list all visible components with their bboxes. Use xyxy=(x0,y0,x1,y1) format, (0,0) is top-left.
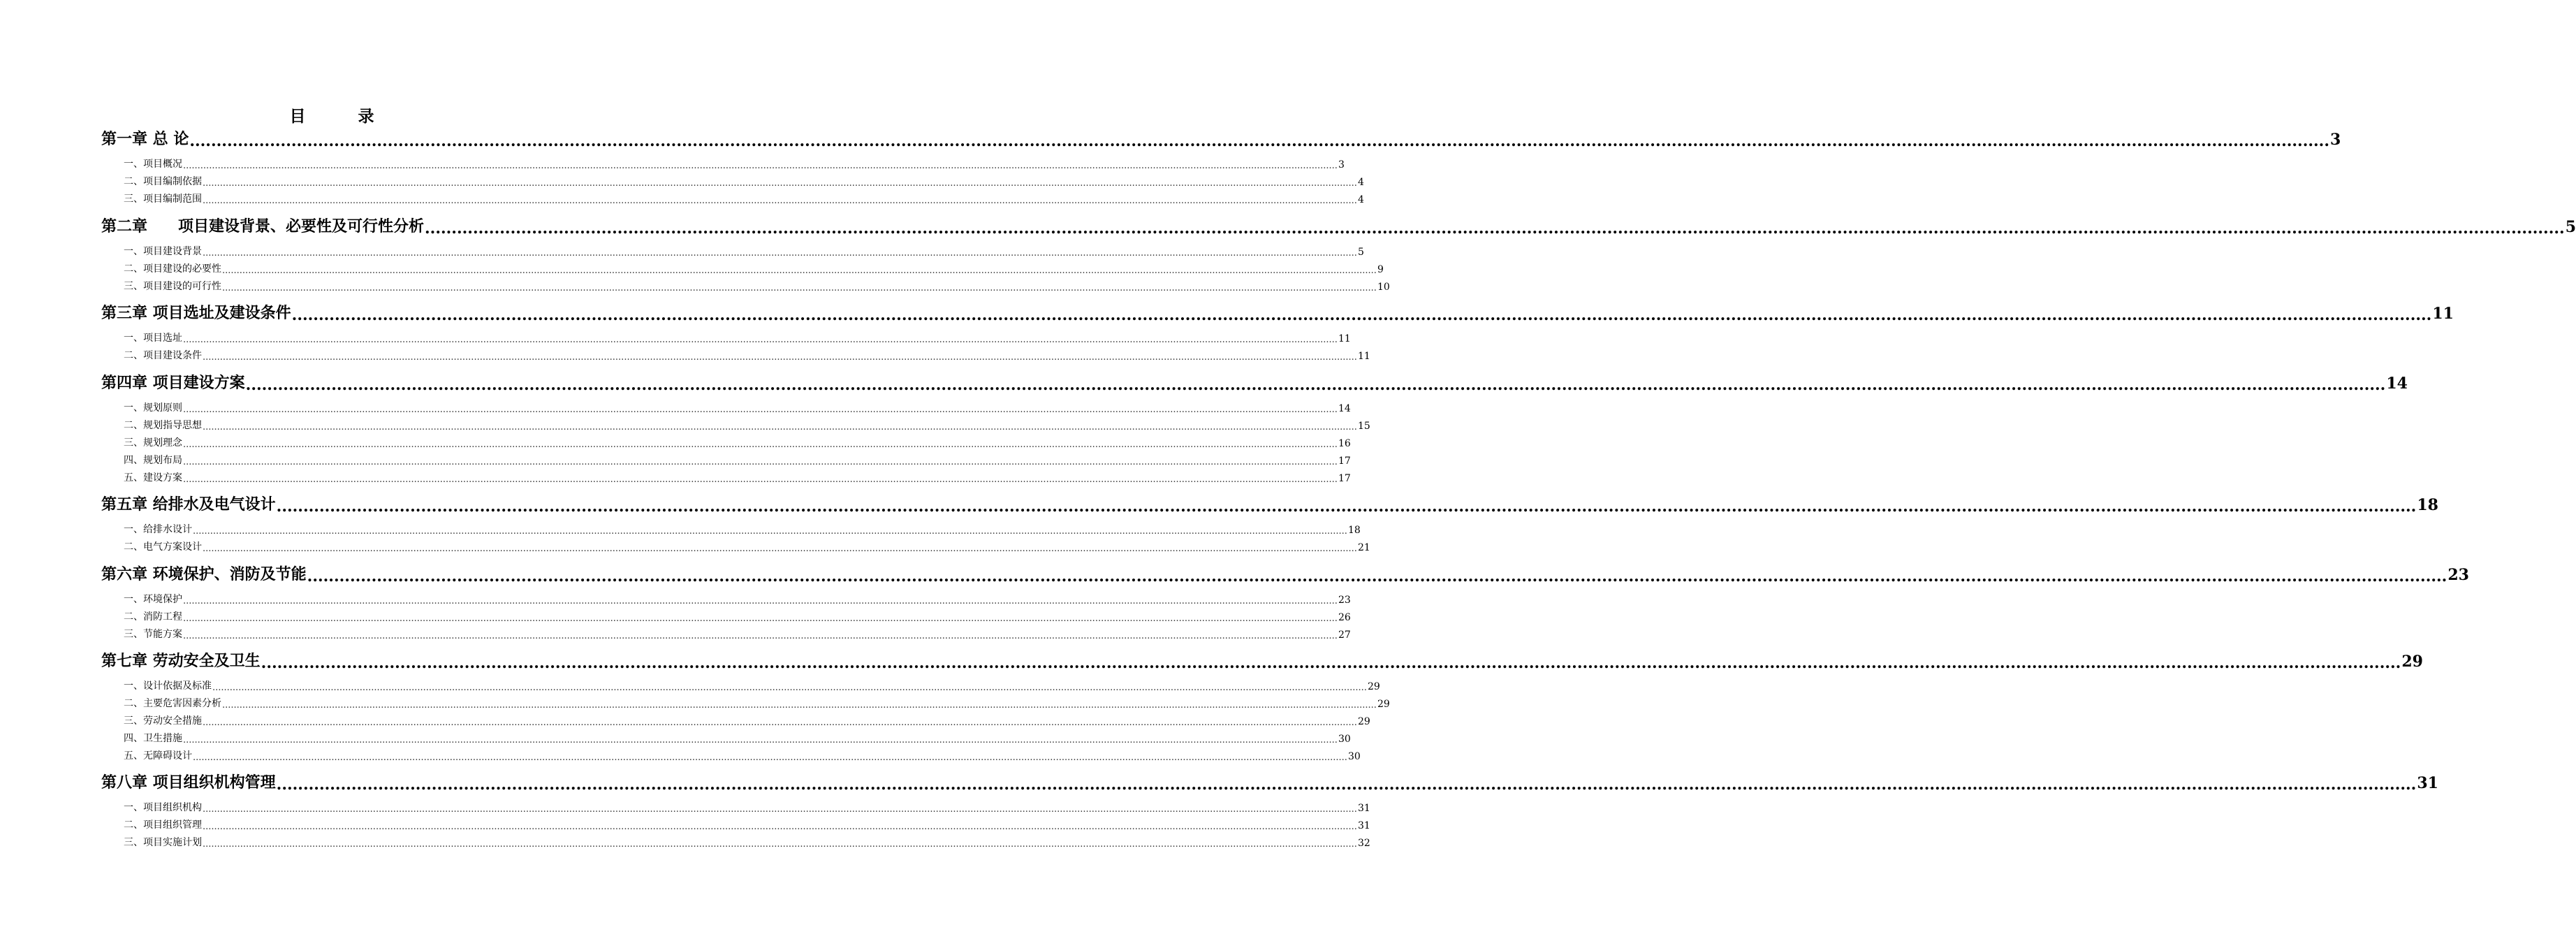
dot-leader: ................................................................................................................................................................................................................................................................................................................................................................................................................ xyxy=(183,405,1338,415)
dot-leader: ................................................................................................................................................................................................................................................................................................................................................................................................................ xyxy=(307,567,2447,585)
toc-section[interactable] xyxy=(101,261,1384,276)
toc-section[interactable] xyxy=(101,279,1390,293)
toc-title: 目 录 xyxy=(289,107,393,126)
toc-section-page-number: 30 xyxy=(1347,751,1361,762)
dot-leader: ................................................................................................................................................................................................................................................................................................................................................................................................................ xyxy=(183,735,1338,745)
dot-leader: ................................................................................................................................................................................................................................................................................................................................................................................................................ xyxy=(203,804,1357,815)
dot-leader: ................................................................................................................................................................................................................................................................................................................................................................................................................ xyxy=(183,631,1338,641)
dot-leader: ................................................................................................................................................................................................................................................................................................................................................................................................................ xyxy=(222,265,1377,276)
toc-section-label: 一、项目建设背景 xyxy=(124,246,202,257)
toc-section-label: 二、项目组织管理 xyxy=(124,820,202,831)
toc-chapter-page-number: 18 xyxy=(2417,496,2438,514)
toc-section[interactable] xyxy=(101,191,1364,206)
dot-leader: ................................................................................................................................................................................................................................................................................................................................................................................................................ xyxy=(193,752,1347,763)
toc-section-label: 二、规划指导思想 xyxy=(124,420,202,431)
dot-leader: ................................................................................................................................................................................................................................................................................................................................................................................................................ xyxy=(425,219,2565,238)
toc-section[interactable] xyxy=(101,696,1390,711)
toc-chapter-label: 第八章 项目组织机构管理 xyxy=(101,773,276,792)
toc-section-label: 一、设计依据及标准 xyxy=(124,680,212,692)
toc-section-label: 三、项目编制范围 xyxy=(124,194,202,205)
toc-section-page-number: 11 xyxy=(1338,333,1351,344)
toc-section-label: 二、电气方案设计 xyxy=(124,541,202,553)
toc-section-page-number: 31 xyxy=(1357,803,1370,814)
toc-chapter-page-number: 31 xyxy=(2417,774,2438,792)
toc-section-label: 三、项目实施计划 xyxy=(124,837,202,848)
toc-section[interactable] xyxy=(101,817,1370,832)
toc-section-page-number: 18 xyxy=(1347,525,1361,536)
toc-section-label: 四、卫生措施 xyxy=(124,733,182,744)
toc-section-page-number: 15 xyxy=(1357,421,1370,432)
toc-section-label: 四、规划布局 xyxy=(124,455,182,466)
toc-section-page-number: 3 xyxy=(1338,159,1345,170)
dot-leader: ................................................................................................................................................................................................................................................................................................................................................................................................................ xyxy=(193,526,1347,537)
toc-section-label: 二、项目建设的必要性 xyxy=(124,263,221,275)
dot-leader: ................................................................................................................................................................................................................................................................................................................................................................................................................ xyxy=(222,700,1377,711)
toc-chapter[interactable] xyxy=(101,563,2469,585)
toc-section-page-number: 29 xyxy=(1367,681,1380,692)
toc-chapter-label: 第七章 劳动安全及卫生 xyxy=(101,652,261,670)
toc-section-label: 五、无障碍设计 xyxy=(124,750,192,762)
dot-leader: ................................................................................................................................................................................................................................................................................................................................................................................................................ xyxy=(183,613,1338,624)
dot-leader: ................................................................................................................................................................................................................................................................................................................................................................................................................ xyxy=(212,683,1367,693)
toc-section[interactable] xyxy=(101,713,1370,728)
toc-chapter[interactable] xyxy=(101,215,2576,238)
toc-chapter[interactable] xyxy=(101,372,2408,394)
dot-leader: ................................................................................................................................................................................................................................................................................................................................................................................................................ xyxy=(189,132,2329,150)
toc-section-page-number: 23 xyxy=(1338,595,1351,606)
toc-section-label: 一、环境保护 xyxy=(124,594,182,605)
toc-chapter-page-number: 29 xyxy=(2401,653,2423,671)
toc-section-page-number: 17 xyxy=(1338,456,1351,467)
dot-leader: ................................................................................................................................................................................................................................................................................................................................................................................................................ xyxy=(183,596,1338,606)
toc-chapter[interactable] xyxy=(101,493,2438,516)
toc-chapter-page-number: 11 xyxy=(2432,305,2454,323)
toc-section-page-number: 27 xyxy=(1338,629,1351,641)
toc-section[interactable] xyxy=(101,435,1351,450)
toc-section-page-number: 16 xyxy=(1338,438,1351,449)
toc-section-label: 三、节能方案 xyxy=(124,629,182,640)
toc-section[interactable] xyxy=(101,539,1370,554)
toc-section-label: 二、项目编制依据 xyxy=(124,176,202,187)
toc-section-label: 三、规划理念 xyxy=(124,437,182,449)
toc-section-page-number: 30 xyxy=(1338,734,1351,745)
toc-section-label: 三、劳动安全措施 xyxy=(124,715,202,727)
toc-chapter[interactable] xyxy=(101,302,2454,324)
toc-section[interactable] xyxy=(101,800,1370,815)
dot-leader: ................................................................................................................................................................................................................................................................................................................................................................................................................ xyxy=(183,439,1338,450)
toc-chapter-page-number: 23 xyxy=(2447,566,2469,584)
toc-section-page-number: 21 xyxy=(1357,542,1370,553)
toc-section[interactable] xyxy=(101,592,1351,606)
toc-section-label: 二、消防工程 xyxy=(124,611,182,623)
toc-section-label: 二、项目建设条件 xyxy=(124,350,202,361)
toc-section-page-number: 4 xyxy=(1357,194,1364,205)
toc-chapter-page-number: 14 xyxy=(2386,374,2408,393)
toc-section-page-number: 9 xyxy=(1377,264,1384,275)
dot-leader: ................................................................................................................................................................................................................................................................................................................................................................................................................ xyxy=(203,352,1357,363)
dot-leader: ................................................................................................................................................................................................................................................................................................................................................................................................................ xyxy=(222,283,1377,293)
toc-section[interactable] xyxy=(101,244,1364,259)
toc-section-label: 一、给排水设计 xyxy=(124,524,192,535)
toc-section[interactable] xyxy=(101,522,1361,537)
toc-section-page-number: 29 xyxy=(1357,716,1370,727)
toc-section-label: 一、项目组织机构 xyxy=(124,802,202,813)
toc-section[interactable] xyxy=(101,678,1380,693)
dot-leader: ................................................................................................................................................................................................................................................................................................................................................................................................................ xyxy=(203,422,1357,432)
dot-leader: ................................................................................................................................................................................................................................................................................................................................................................................................................ xyxy=(183,457,1338,467)
dot-leader: ................................................................................................................................................................................................................................................................................................................................................................................................................ xyxy=(183,161,1338,171)
toc-section-page-number: 29 xyxy=(1377,699,1390,710)
toc-section-label: 五、建设方案 xyxy=(124,472,182,483)
toc-section-page-number: 5 xyxy=(1357,247,1364,258)
toc-chapter-label: 第二章 项目建设背景、必要性及可行性分析 xyxy=(101,217,425,235)
toc-section[interactable] xyxy=(101,400,1351,415)
toc-chapter-page-number: 3 xyxy=(2330,131,2341,149)
toc-chapter-label: 第五章 给排水及电气设计 xyxy=(101,495,276,514)
toc-chapter-label: 第四章 项目建设方案 xyxy=(101,374,245,392)
dot-leader: ................................................................................................................................................................................................................................................................................................................................................................................................................ xyxy=(276,776,2417,794)
dot-leader: ................................................................................................................................................................................................................................................................................................................................................................................................................ xyxy=(261,654,2401,672)
toc-section[interactable] xyxy=(101,609,1351,624)
toc-section[interactable] xyxy=(101,453,1351,467)
toc-chapter[interactable] xyxy=(101,771,2438,794)
toc-section-page-number: 31 xyxy=(1357,820,1370,831)
toc-chapter-label: 第三章 项目选址及建设条件 xyxy=(101,304,291,322)
dot-leader: ................................................................................................................................................................................................................................................................................................................................................................................................................ xyxy=(203,822,1357,832)
toc-chapter-label: 第一章 总 论 xyxy=(101,130,189,148)
toc-section[interactable] xyxy=(101,418,1370,432)
dot-leader: ................................................................................................................................................................................................................................................................................................................................................................................................................ xyxy=(183,474,1338,485)
dot-leader: ................................................................................................................................................................................................................................................................................................................................................................................................................ xyxy=(245,376,2386,394)
toc-section[interactable] xyxy=(101,731,1351,745)
toc-section[interactable] xyxy=(101,470,1351,485)
toc-section[interactable] xyxy=(101,835,1370,850)
toc-section-page-number: 11 xyxy=(1357,351,1370,362)
toc-section-page-number: 10 xyxy=(1377,282,1390,293)
toc-chapter-page-number: 5 xyxy=(2565,218,2576,236)
dot-leader: ................................................................................................................................................................................................................................................................................................................................................................................................................ xyxy=(203,178,1357,189)
toc-section-label: 三、项目建设的可行性 xyxy=(124,281,221,292)
toc-section[interactable] xyxy=(101,174,1364,189)
toc-section-page-number: 14 xyxy=(1338,403,1351,414)
toc-section-label: 一、项目选址 xyxy=(124,333,182,344)
dot-leader: ................................................................................................................................................................................................................................................................................................................................................................................................................ xyxy=(203,544,1357,554)
toc-chapter[interactable] xyxy=(101,128,2341,150)
toc-chapter[interactable] xyxy=(101,650,2423,672)
dot-leader: ................................................................................................................................................................................................................................................................................................................................................................................................................ xyxy=(203,839,1357,850)
dot-leader: ................................................................................................................................................................................................................................................................................................................................................................................................................ xyxy=(203,718,1357,728)
toc-section-page-number: 17 xyxy=(1338,473,1351,484)
toc-section[interactable] xyxy=(101,330,1351,345)
dot-leader: ................................................................................................................................................................................................................................................................................................................................................................................................................ xyxy=(183,335,1338,345)
toc-section-label: 二、主要危害因素分析 xyxy=(124,698,221,709)
dot-leader: ................................................................................................................................................................................................................................................................................................................................................................................................................ xyxy=(203,196,1357,206)
dot-leader: ................................................................................................................................................................................................................................................................................................................................................................................................................ xyxy=(203,248,1357,259)
dot-leader: ................................................................................................................................................................................................................................................................................................................................................................................................................ xyxy=(291,306,2432,324)
toc-section[interactable] xyxy=(101,156,1345,171)
toc-section-label: 一、项目概况 xyxy=(124,159,182,170)
toc-section-page-number: 32 xyxy=(1357,838,1370,849)
toc-section[interactable] xyxy=(101,748,1361,763)
dot-leader: ................................................................................................................................................................................................................................................................................................................................................................................................................ xyxy=(276,497,2417,516)
toc-section-page-number: 26 xyxy=(1338,612,1351,623)
toc-chapter-label: 第六章 环境保护、消防及节能 xyxy=(101,565,307,583)
toc-section[interactable] xyxy=(101,627,1351,641)
toc-section-label: 一、规划原则 xyxy=(124,402,182,414)
toc-section[interactable] xyxy=(101,348,1370,363)
toc-section-page-number: 4 xyxy=(1357,177,1364,188)
